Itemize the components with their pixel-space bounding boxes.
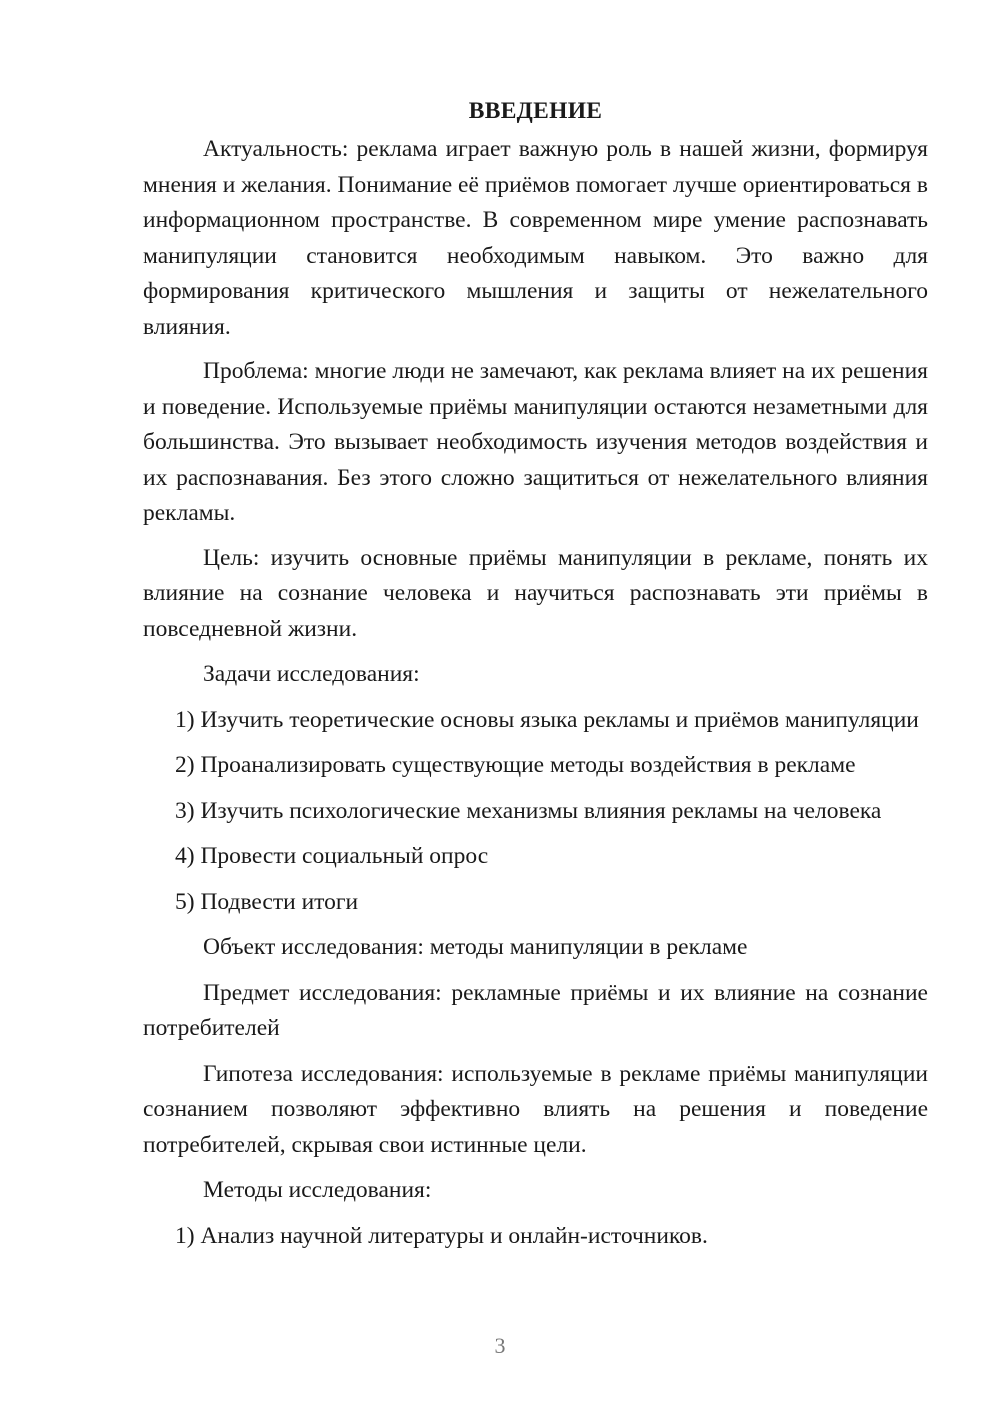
methods-heading: Методы исследования: — [203, 1177, 432, 1203]
relevance-paragraph: Актуальность: реклама играет важную роль в нашей жизни, формируя мнения и желания. Понимание её приёмов помогает лучше ориентироваться в информационном пространстве. В современном мире умение распознавать манипуляции становится необходимым навыком. Это важно для формирования критического мышления и защиты от нежелательного влияния. — [143, 136, 928, 340]
object-paragraph: Объект исследования: методы манипуляции в рекламе — [203, 934, 748, 960]
hypothesis-paragraph: Гипотеза исследования: используемые в рекламе приёмы манипуляции сознанием позволяют эффективно влиять на решения и поведение потребителей, скрывая свои истинные цели. — [143, 1060, 928, 1158]
task-item-3: 3) Изучить психологические механизмы влияния рекламы на человека — [175, 797, 882, 824]
tasks-heading: Задачи исследования: — [203, 661, 420, 687]
task-item-2: 2) Проанализировать существующие методы воздействия в рекламе — [175, 752, 856, 778]
document-body — [143, 96, 928, 1254]
method-item-1: 1) Анализ научной литературы и онлайн-источников. — [175, 1222, 708, 1249]
section-title: ВВЕДЕНИЕ — [468, 98, 603, 124]
page-number: 3 — [494, 1333, 506, 1358]
problem-paragraph: Проблема: многие люди не замечают, как реклама влияет на их решения и поведение. Используемые приёмы манипуляции остаются незаметными для большинства. Это вызывает необходимость изучения методов воздействия и их распознавания. Без этого сложно защититься от нежелательного влияния рекламы. — [143, 358, 928, 526]
task-item-1: 1) Изучить теоретические основы языка рекламы и приёмов манипуляции — [175, 706, 919, 733]
goal-paragraph: Цель: изучить основные приёмы манипуляции в рекламе, понять их влияние на сознание человека и научиться распознавать эти приёмы в повседневной жизни. — [143, 544, 928, 642]
task-item-5: 5) Подвести итоги — [175, 888, 359, 915]
subject-paragraph: Предмет исследования: рекламные приёмы и их влияние на сознание потребителей — [143, 979, 928, 1041]
task-item-4: 4) Провести социальный опрос — [175, 843, 489, 869]
